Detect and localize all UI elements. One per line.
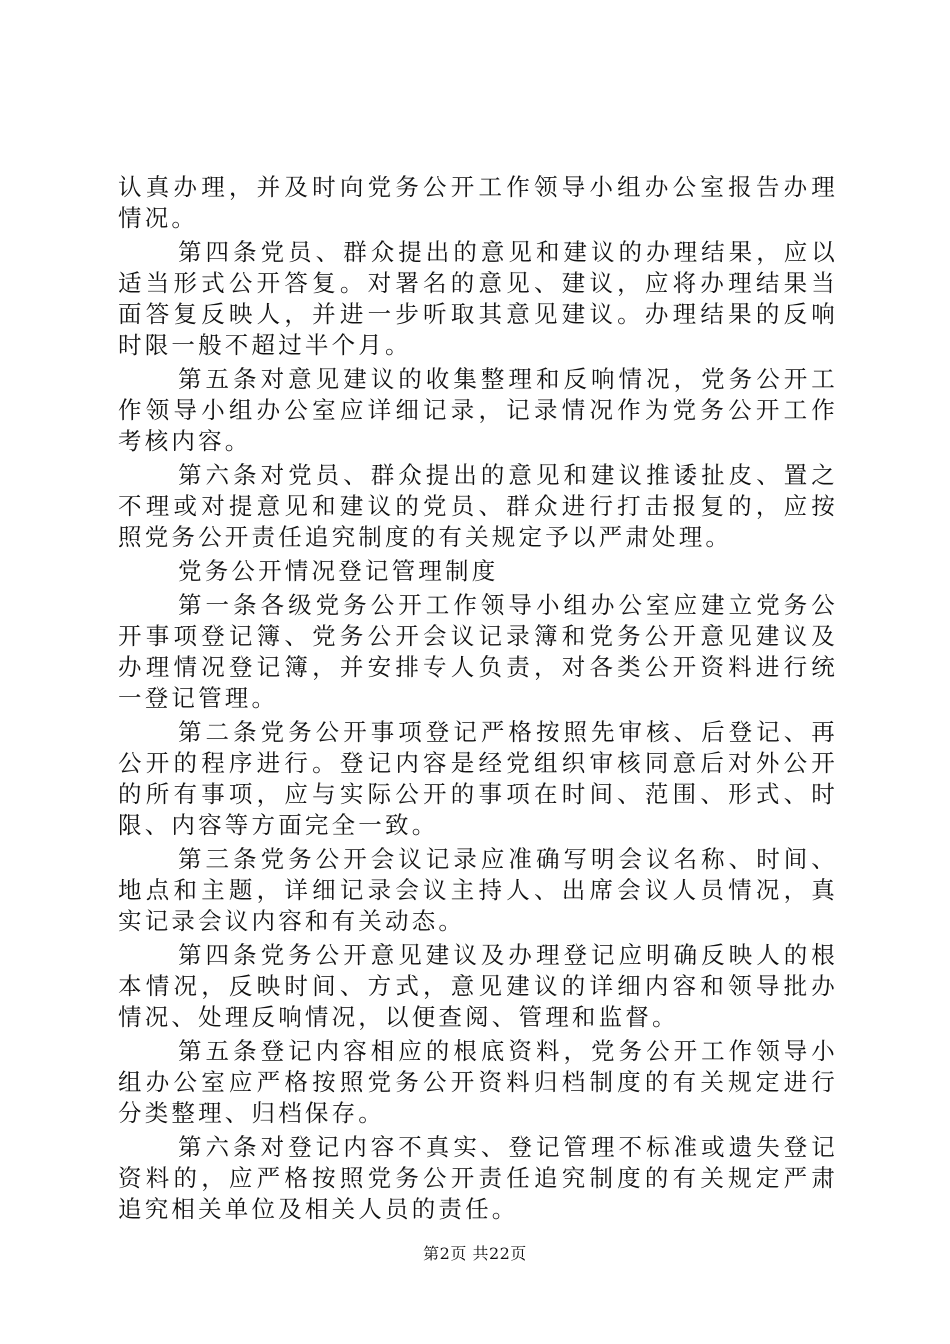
paragraph-registration-article-2: 第二条党务公开事项登记严格按照先审核、后登记、再公开的程序进行。登记内容是经党组织审核同意后对外公开的所有事项，应与实际公开的事项在时间、范围、形式、时限、内容等方面完全一致。 [118,718,838,839]
paragraph-article-5: 第五条对意见建议的收集整理和反响情况，党务公开工作领导小组办公室应详细记录，记录情况作为党务公开工作考核内容。 [118,365,838,455]
paragraph-article-4: 第四条党员、群众提出的意见和建议的办理结果，应以适当形式公开答复。对署名的意见、建议，应将办理结果当面答复反映人，并进一步听取其意见建议。办理结果的反响时限一般不超过半个月。 [118,238,838,359]
section-heading: 党务公开情况登记管理制度 [178,557,499,585]
paragraph-registration-article-1: 第一条各级党务公开工作领导小组办公室应建立党务公开事项登记簿、党务公开会议记录簿和党务公开意见建议及办理情况登记簿，并安排专人负责，对各类公开资料进行统一登记管理。 [118,591,838,712]
paragraph-registration-article-6: 第六条对登记内容不真实、登记管理不标准或遗失登记资料的，应严格按照党务公开责任追究制度的有关规定严肃追究相关单位及相关人员的责任。 [118,1133,838,1223]
paragraph-registration-article-4: 第四条党务公开意见建议及办理登记应明确反映人的根本情况，反映时间、方式，意见建议的详细内容和领导批办情况、处理反响情况，以便查阅、管理和监督。 [118,941,838,1031]
paragraph-article-6: 第六条对党员、群众提出的意见和建议推诿扯皮、置之不理或对提意见和建议的党员、群众进行打击报复的，应按照党务公开责任追究制度的有关规定予以严肃处理。 [118,461,838,551]
document-body [118,172,838,1225]
paragraph-registration-article-3: 第三条党务公开会议记录应准确写明会议名称、时间、地点和主题，详细记录会议主持人、出席会议人员情况，真实记录会议内容和有关动态。 [118,845,838,935]
page-number-footer: 第2页 共22页 [423,1244,527,1263]
paragraph-registration-article-5: 第五条登记内容相应的根底资料，党务公开工作领导小组办公室应严格按照党务公开资料归档制度的有关规定进行分类整理、归档保存。 [118,1037,838,1127]
paragraph-continuation: 认真办理，并及时向党务公开工作领导小组办公室报告办理情况。 [118,173,838,232]
